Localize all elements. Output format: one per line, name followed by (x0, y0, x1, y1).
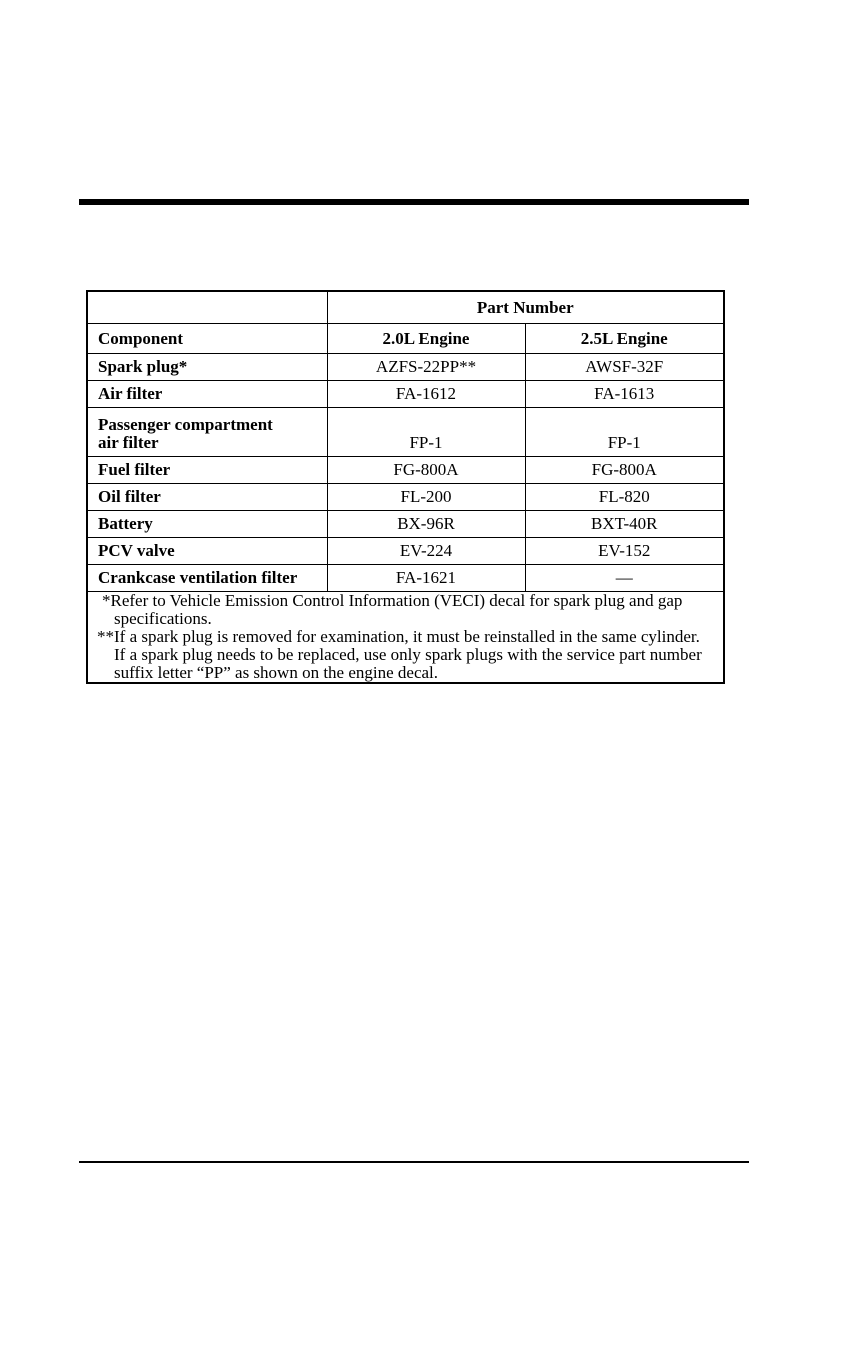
table-column-header-row (87, 324, 724, 354)
engine-25-part-cell: — (525, 565, 724, 592)
engine-20-part-cell: FL-200 (327, 484, 525, 511)
component-line-1: Passenger compartment (98, 415, 273, 434)
engine-25-part-cell: EV-152 (525, 538, 724, 565)
table-row (87, 408, 724, 457)
notes-cell (87, 592, 724, 684)
engine-20-part-cell: AZFS-22PP** (327, 354, 525, 381)
table-row (87, 511, 724, 538)
component-cell: Crankcase ventilation filter (87, 565, 327, 592)
engine-20-part-cell: FP-1 (327, 408, 525, 457)
engine-20-part-cell: FA-1612 (327, 381, 525, 408)
component-line-2: air filter (98, 433, 159, 452)
engine-25-part-cell: FP-1 (525, 408, 724, 457)
component-cell (87, 408, 327, 457)
engine-20-part-cell: BX-96R (327, 511, 525, 538)
engine-20-part-cell: FA-1621 (327, 565, 525, 592)
table-row (87, 538, 724, 565)
engine-25-part-cell: FA-1613 (525, 381, 724, 408)
component-cell: Fuel filter (87, 457, 327, 484)
engine-20-part-cell: EV-224 (327, 538, 525, 565)
top-rule (79, 199, 749, 205)
engine-25-column-header: 2.5L Engine (525, 324, 724, 354)
component-column-header: Component (87, 324, 327, 354)
component-cell: Battery (87, 511, 327, 538)
parts-table (86, 290, 725, 684)
engine-25-part-cell: BXT-40R (525, 511, 724, 538)
component-cell: Oil filter (87, 484, 327, 511)
part-number-header: Part Number (327, 291, 724, 324)
component-cell: Air filter (87, 381, 327, 408)
component-cell: Spark plug* (87, 354, 327, 381)
bottom-rule (79, 1161, 749, 1163)
empty-header-cell (87, 291, 327, 324)
engine-20-column-header: 2.0L Engine (327, 324, 525, 354)
engine-25-part-cell: FG-800A (525, 457, 724, 484)
table-header-row (87, 291, 724, 324)
engine-20-part-cell: FG-800A (327, 457, 525, 484)
parts-table-container (86, 290, 723, 684)
engine-25-part-cell: AWSF-32F (525, 354, 724, 381)
engine-25-part-cell: FL-820 (525, 484, 724, 511)
notes-row (87, 592, 724, 684)
table-row (87, 484, 724, 511)
component-cell: PCV valve (87, 538, 327, 565)
table-row (87, 565, 724, 592)
footnote-single-asterisk: *Refer to Vehicle Emission Control Information (VECI) decal for spark plug and gap specifications. (102, 591, 683, 628)
table-row (87, 354, 724, 381)
footnote-double-asterisk: **If a spark plug is removed for examination, it must be reinstalled in the same cylinder. If a spark plug needs to be replaced, use only spark plugs with the service part number suffix letter “PP” as shown on the engine decal. (97, 627, 702, 682)
table-row (87, 381, 724, 408)
table-row (87, 457, 724, 484)
